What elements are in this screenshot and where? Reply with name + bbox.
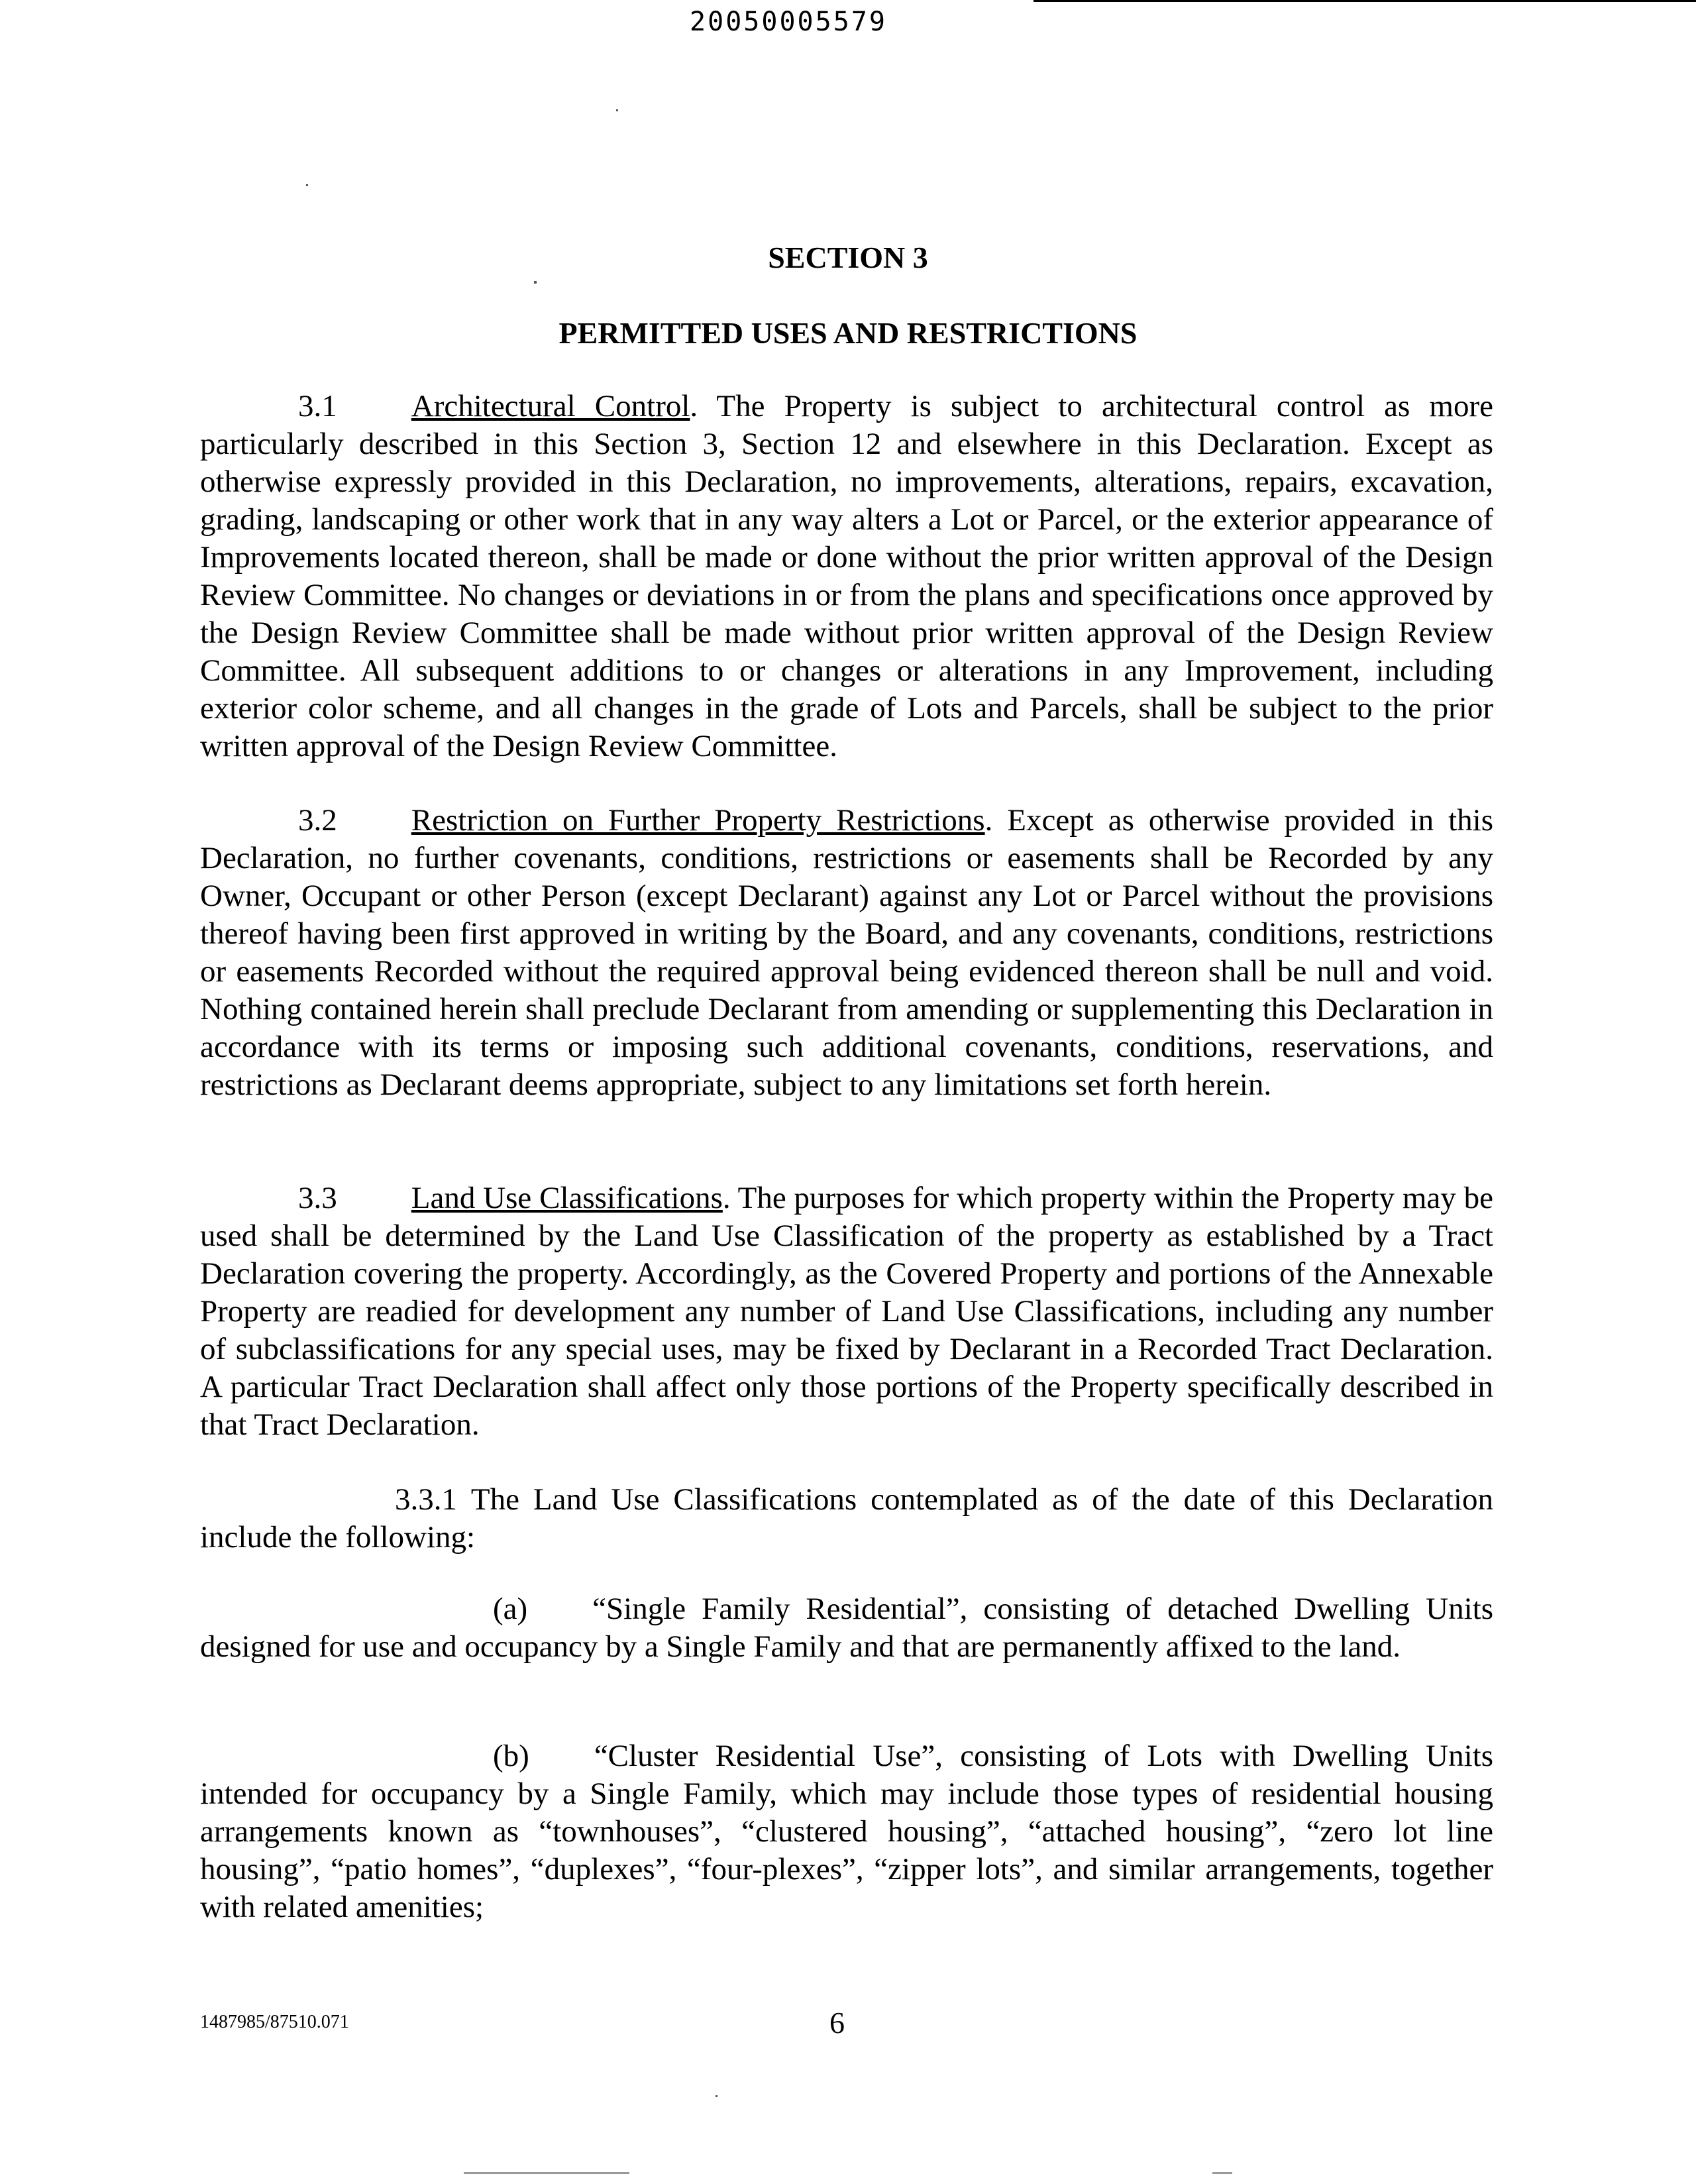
recording-number: 20050005579 [690, 7, 887, 37]
section-subtitle: PERMITTED USES AND RESTRICTIONS [558, 316, 1138, 350]
paragraph-heading: Land Use Classifications [411, 1181, 723, 1215]
paragraph-text: . The Property is subject to architectural control as more particularly described in this Section 3, Section 12 and elsewhere in this Declaration. Except as otherwise expressly provided in this Declaration, no improvements, alterations, repairs, excavation, grading, landscaping or other work that in any way alters a Lot or Parcel, or the exterior appearance of Improvements located thereon, shall be made or done without the prior written approval of the Design Review Committee. No changes or deviations in or from the plans and specifications once approved by the Design Review Committee shall be made without prior written approval of the Design Review Committee. All subsequent additions to or changes or alterations in any Improvement, including exterior color scheme, and all changes in the grade of Lots and Parcels, shall be subject to the prior written approval of the Design Review Committee. [200, 389, 1493, 763]
list-item-b [200, 1737, 1493, 1926]
scan-speck [306, 184, 308, 186]
paragraph-number: 3.3.1 [395, 1482, 457, 1517]
page-number: 6 [829, 2006, 845, 2040]
paragraph-text: The Land Use Classifications contemplated as of the date of this Declaration include the following: [200, 1482, 1493, 1555]
list-item-a [200, 1590, 1493, 1666]
scan-artifact [1212, 2172, 1232, 2174]
paragraph-3-2 [200, 802, 1493, 1104]
paragraph-text: . The purposes for which property within the Property may be used shall be determined by the Land Use Classification of the property as established by a Tract Declaration covering the property. Accordingly, as the Covered Property and portions of the Annexable Property are readied for development any number of Land Use Classifications, including any number of subclassifications for any special uses, may be fixed by Declarant in a Recorded Tract Declaration. A particular Tract Declaration shall affect only those portions of the Property specifically described in that Tract Declaration. [200, 1181, 1493, 1442]
paragraph-3-1 [200, 388, 1493, 765]
item-text: “Cluster Residential Use”, consisting of Lots with Dwelling Units intended for occupancy by a Single Family, which may include those types of residential housing arrangements known as “townhouses”, “clustered housing”, “attached housing”, “zero lot line housing”, “patio homes”, “duplexes”, “four-plexes”, “zipper lots”, and similar arrangements, together with related amenities; [200, 1739, 1493, 1924]
paragraph-number: 3.1 [298, 389, 337, 423]
paragraph-number: 3.2 [298, 803, 337, 838]
item-label: (a) [493, 1592, 528, 1626]
section-title: SECTION 3 [768, 241, 928, 274]
scan-speck [534, 281, 537, 284]
paragraph-3-3-1 [200, 1481, 1493, 1556]
item-label: (b) [493, 1739, 529, 1773]
paragraph-text: . Except as otherwise provided in this Declaration, no further covenants, conditions, restrictions or easements shall be Recorded by any Owner, Occupant or other Person (except Declarant) against any Lot or Parcel without the provisions thereof having been first approved in writing by the Board, and any covenants, conditions, restrictions or easements Recorded without the required approval being evidenced thereon shall be null and void. Nothing contained herein shall preclude Declarant from amending or supplementing this Declaration in accordance with its terms or imposing such additional covenants, conditions, reservations, and restrictions as Declarant deems appropriate, subject to any limitations set forth herein. [200, 803, 1493, 1102]
paragraph-3-3 [200, 1179, 1493, 1444]
paragraph-heading: Restriction on Further Property Restrictions [411, 803, 985, 838]
scan-speck [616, 109, 618, 111]
scan-speck [716, 2095, 717, 2097]
item-text: “Single Family Residential”, consisting of detached Dwelling Units designed for use and occupancy by a Single Family and that are permanently affixed to the land. [200, 1592, 1493, 1664]
paragraph-number: 3.3 [298, 1181, 337, 1215]
top-rule [1034, 0, 1696, 2]
paragraph-heading: Architectural Control [411, 389, 690, 423]
scan-artifact [464, 2172, 629, 2174]
footer-document-id: 1487985/87510.071 [200, 2012, 349, 2032]
